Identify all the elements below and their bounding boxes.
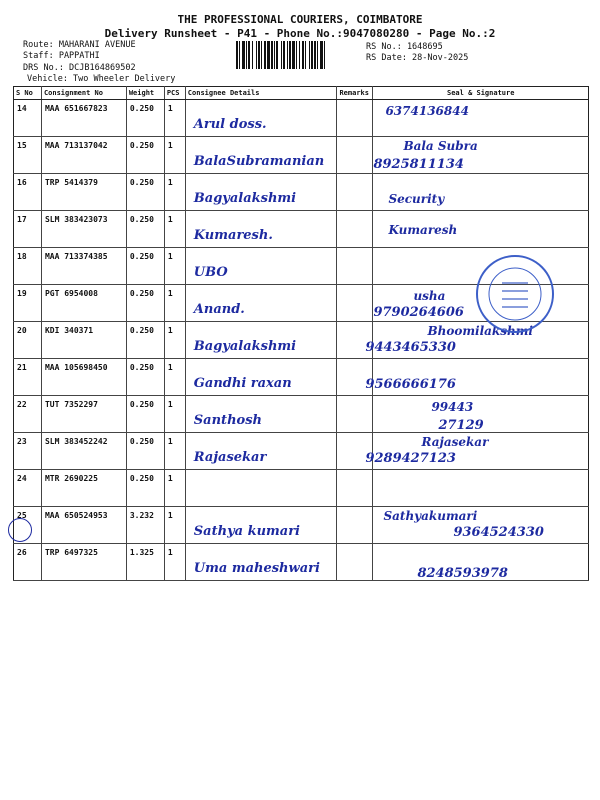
route-label: Route: MAHARANI AVENUE: [23, 40, 136, 50]
row-signature: [373, 100, 589, 137]
table-row: [14, 396, 589, 433]
handwritten-phone: 9790264606: [373, 305, 464, 320]
row-consignee: [185, 137, 337, 174]
row-pcs: 1: [164, 248, 185, 285]
handwritten-phone: 9566666176: [365, 377, 456, 392]
barcode-bar: [239, 41, 240, 69]
handwritten-phone: 8248593978: [417, 566, 508, 581]
handwritten-consignee-name: Rajasekar: [193, 450, 267, 465]
row-weight: 0.250: [126, 359, 164, 396]
row-signature: [373, 507, 589, 544]
col-pcs: PCS: [164, 87, 185, 100]
row-consignment: KDI 340371: [41, 322, 126, 359]
handwritten-phone: 9289427123: [365, 451, 456, 466]
handwritten-consignee-name: Gandhi raxan: [193, 376, 292, 391]
row-consignee: [185, 433, 337, 470]
table-row: [14, 470, 589, 507]
barcode-bar: [281, 41, 282, 69]
barcode-bar: [296, 41, 297, 69]
row-signature: [373, 174, 589, 211]
handwritten-signature: Rajasekar: [421, 435, 489, 449]
handwritten-consignee-name: BalaSubramanian: [193, 154, 325, 169]
handwritten-consignee-name: Bagyalakshmi: [193, 191, 297, 206]
row-weight: 0.250: [126, 248, 164, 285]
handwritten-signature: 6374136844: [385, 104, 469, 118]
table-row: [14, 544, 589, 581]
row-consignee: [185, 285, 337, 322]
row-consignee: [185, 544, 337, 581]
row-consignment: MAA 651667823: [41, 100, 126, 137]
row-pcs: 1: [164, 507, 185, 544]
row-consignment: SLM 383423073: [41, 211, 126, 248]
row-signature: [373, 211, 589, 248]
row-weight: 0.250: [126, 396, 164, 433]
row-weight: 0.250: [126, 100, 164, 137]
row-weight: 3.232: [126, 507, 164, 544]
row-sno: 23: [14, 433, 42, 470]
row-pcs: 1: [164, 137, 185, 174]
row-remarks: [337, 100, 373, 137]
row-weight: 0.250: [126, 137, 164, 174]
barcode-bar: [242, 41, 245, 69]
row-sno: 25: [14, 507, 42, 544]
row-pcs: 1: [164, 174, 185, 211]
table-row: [14, 100, 589, 137]
row-consignee: [185, 359, 337, 396]
handwritten-consignee-name: Arul doss.: [193, 117, 267, 132]
handwritten-signature: Security: [388, 192, 445, 206]
rs-number: RS No.: 1648695: [366, 42, 443, 52]
row-sno: 26: [14, 544, 42, 581]
staff-label: Staff: PAPPATHI: [23, 51, 100, 61]
handwritten-consignee-name: Kumaresh.: [193, 228, 273, 243]
rs-date: RS Date: 28-Nov-2025: [366, 53, 469, 63]
barcode-bar: [248, 41, 250, 69]
row-weight: 1.325: [126, 544, 164, 581]
row-sno: 22: [14, 396, 42, 433]
handwritten-phone: 9364524330: [453, 525, 544, 540]
row-signature: [373, 470, 589, 507]
barcode: [236, 41, 360, 69]
row-remarks: [337, 137, 373, 174]
row-pcs: 1: [164, 470, 185, 507]
table-header-row: [14, 87, 589, 100]
row-consignment: TRP 5414379: [41, 174, 126, 211]
row-consignment: MAA 713374385: [41, 248, 126, 285]
row-consignee: [185, 211, 337, 248]
barcode-bar: [309, 41, 310, 69]
table-row: [14, 507, 589, 544]
handwritten-phone: 8925811134: [373, 157, 464, 172]
table-row: [14, 137, 589, 174]
row-consignee: [185, 174, 337, 211]
handwritten-signature: Bhoomilakshmi: [427, 324, 533, 338]
row-consignee: [185, 322, 337, 359]
row-sno: 15: [14, 137, 42, 174]
row-consignee: [185, 100, 337, 137]
barcode-bar: [287, 41, 288, 69]
row-weight: 0.250: [126, 174, 164, 211]
row-signature: [365, 359, 589, 396]
barcode-bar: [320, 41, 323, 69]
row-consignee: [185, 470, 337, 507]
table-row: [14, 211, 589, 248]
barcode-bar: [267, 41, 270, 69]
row-pcs: 1: [164, 100, 185, 137]
handwritten-phone: 9443465330: [365, 340, 456, 355]
row-sno: 20: [14, 322, 42, 359]
row-remarks: [337, 285, 373, 322]
row-pcs: 1: [164, 544, 185, 581]
row-remarks: [337, 544, 373, 581]
drs-number: DRS No.: DCJB164869502: [23, 63, 136, 73]
row-consignee: [185, 396, 337, 433]
barcode-bar: [252, 41, 253, 69]
barcode-bar: [317, 41, 318, 69]
row-remarks: [337, 174, 373, 211]
row-consignee: [185, 507, 337, 544]
handwritten-signature: Bala Subra: [403, 139, 478, 153]
row-sno: 24: [14, 470, 42, 507]
barcode-bar: [283, 41, 285, 69]
barcode-bar: [271, 41, 273, 69]
barcode-bar: [324, 41, 325, 69]
row-pcs: 1: [164, 322, 185, 359]
col-sno: S No: [14, 87, 42, 100]
row-weight: 0.250: [126, 433, 164, 470]
barcode-bar: [256, 41, 257, 69]
row-consignment: MAA 650524953: [41, 507, 126, 544]
handwritten-signature: 99443: [431, 400, 474, 414]
barcode-bar: [292, 41, 295, 69]
col-remarks: Remarks: [337, 87, 373, 100]
row-signature: [373, 544, 589, 581]
barcode-bar: [302, 41, 304, 69]
row-consignment: TUT 7352297: [41, 396, 126, 433]
row-pcs: 1: [164, 211, 185, 248]
row-pcs: 1: [164, 285, 185, 322]
handwritten-signature: usha: [413, 289, 446, 303]
barcode-bar: [261, 41, 262, 69]
handwritten-phone: 27129: [438, 418, 484, 433]
row-pcs: 1: [164, 396, 185, 433]
runsheet-subtitle: Delivery Runsheet - P41 - Phone No.:9047080280 - Page No.:2: [104, 27, 496, 40]
col-weight: Weight: [126, 87, 164, 100]
row-signature: [373, 396, 589, 433]
handwritten-consignee-name: Anand.: [193, 302, 245, 317]
row-consignment: PGT 6954008: [41, 285, 126, 322]
barcode-bar: [305, 41, 306, 69]
row-weight: 0.250: [126, 211, 164, 248]
row-weight: 0.250: [126, 470, 164, 507]
barcode-bar: [276, 41, 278, 69]
row-weight: 0.250: [126, 322, 164, 359]
row-signature: [365, 433, 589, 470]
handwritten-consignee-name: Sathya kumari: [193, 524, 300, 539]
row-remarks: [337, 396, 373, 433]
row-remarks: [337, 470, 373, 507]
row-sno: 16: [14, 174, 42, 211]
barcode-bar: [314, 41, 316, 69]
row-remarks: [337, 507, 373, 544]
col-consignment: Consignment No: [41, 87, 126, 100]
row-sno: 19: [14, 285, 42, 322]
row-sno: 18: [14, 248, 42, 285]
table-row: [14, 359, 589, 396]
circle-mark: [8, 518, 32, 542]
row-remarks: [337, 248, 373, 285]
col-consignee: Consignee Details: [185, 87, 337, 100]
row-consignment: MAA 713137042: [41, 137, 126, 174]
barcode-bar: [289, 41, 291, 69]
col-signature: Seal & Signature: [373, 87, 589, 100]
handwritten-signature: Sathyakumari: [383, 509, 478, 523]
handwritten-consignee-name: UBO: [193, 265, 228, 280]
barcode-bar: [299, 41, 300, 69]
row-remarks: [337, 211, 373, 248]
document-title: THE PROFESSIONAL COURIERS, COIMBATORE: [177, 13, 423, 26]
table-row: [14, 174, 589, 211]
row-pcs: 1: [164, 359, 185, 396]
row-pcs: 1: [164, 433, 185, 470]
row-signature: [373, 137, 589, 174]
row-sno: 17: [14, 211, 42, 248]
barcode-bar: [311, 41, 313, 69]
vehicle-label: Vehicle: Two Wheeler Delivery: [27, 74, 176, 84]
row-weight: 0.250: [126, 285, 164, 322]
barcode-bar: [246, 41, 247, 69]
row-consignee: [185, 248, 337, 285]
barcode-bar: [264, 41, 266, 69]
row-consignment: MAA 105698450: [41, 359, 126, 396]
row-sno: 14: [14, 100, 42, 137]
barcode-bar: [258, 41, 260, 69]
barcode-bar: [274, 41, 275, 69]
row-consignment: TRP 6497325: [41, 544, 126, 581]
handwritten-consignee-name: Uma maheshwari: [193, 561, 320, 576]
barcode-bar: [236, 41, 238, 69]
row-consignment: MTR 2690225: [41, 470, 126, 507]
handwritten-consignee-name: Bagyalakshmi: [193, 339, 297, 354]
row-consignment: SLM 383452242: [41, 433, 126, 470]
bank-seal-stamp: [474, 253, 556, 335]
handwritten-consignee-name: Santhosh: [193, 413, 262, 428]
table-row: [14, 433, 589, 470]
handwritten-signature: Kumaresh: [388, 223, 458, 237]
row-sno: 21: [14, 359, 42, 396]
